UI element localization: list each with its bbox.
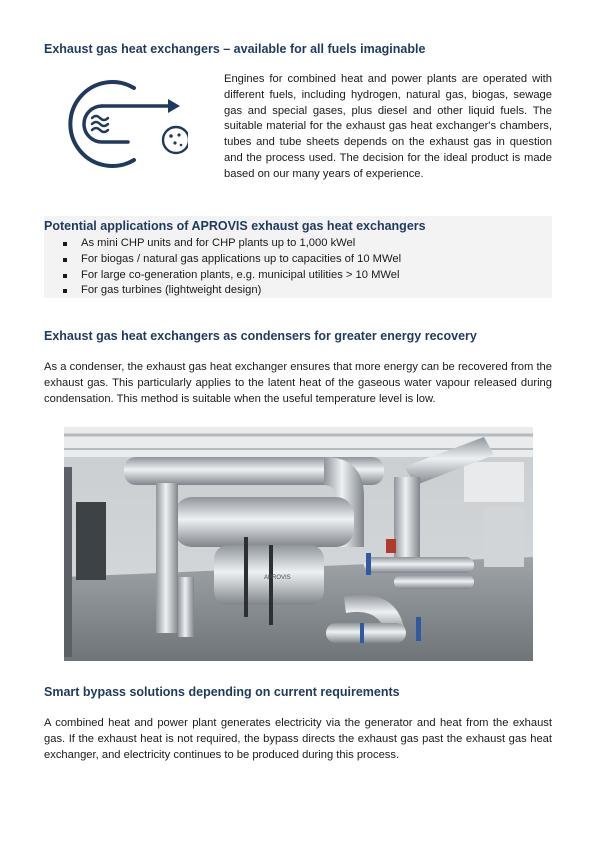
list-item: For large co-generation plants, e.g. municipal utilities > 10 MWel: [63, 268, 401, 284]
section1-paragraph: Engines for combined heat and power plants are operated with different fuels, including hydrogen, natural gas, biogas, sewage gas and special gases, plus diesel and other liquid fuels. The suitable material for the exhaust gas heat exchanger's chambers, tubes and tube sheets depends on the exhaust gas in question and the process used. The decision for the ideal product is made based on our many years of experience.: [224, 73, 552, 180]
list-item: As mini CHP units and for CHP plants up to 1,000 kWel: [63, 236, 401, 252]
section-heading-applications: Potential applications of APROVIS exhaust gas heat exchangers: [44, 219, 426, 233]
list-item: For gas turbines (lightweight design): [63, 283, 401, 299]
photo-brand-label: APROVIS: [264, 575, 291, 581]
section-heading-fuels: Exhaust gas heat exchangers – available for all fuels imaginable: [44, 42, 426, 56]
section-heading-condensers: Exhaust gas heat exchangers as condensers for greater energy recovery: [44, 329, 477, 343]
list-item: For biogas / natural gas applications up to capacities of 10 MWel: [63, 252, 401, 268]
section4-paragraph: A combined heat and power plant generates electricity via the generator and heat from the exhaust gas. If the exhaust heat is not required, the bypass directs the exhaust gas past the exhaust gas heat exchanger, and electricity continues to be produced during this process.: [44, 717, 552, 761]
plant-photo: [64, 427, 533, 661]
section3-paragraph: As a condenser, the exhaust gas heat exchanger ensures that more energy can be recovered from the exhaust gas. This particularly applies to the latent heat of the gaseous water vapour released during condensation. This method is suitable when the useful temperature level is low.: [44, 361, 552, 405]
exhaust-heat-exchanger-icon: [58, 78, 188, 170]
section-heading-bypass: Smart bypass solutions depending on current requirements: [44, 685, 400, 699]
applications-list: [63, 236, 401, 299]
applications-box: [44, 216, 552, 298]
